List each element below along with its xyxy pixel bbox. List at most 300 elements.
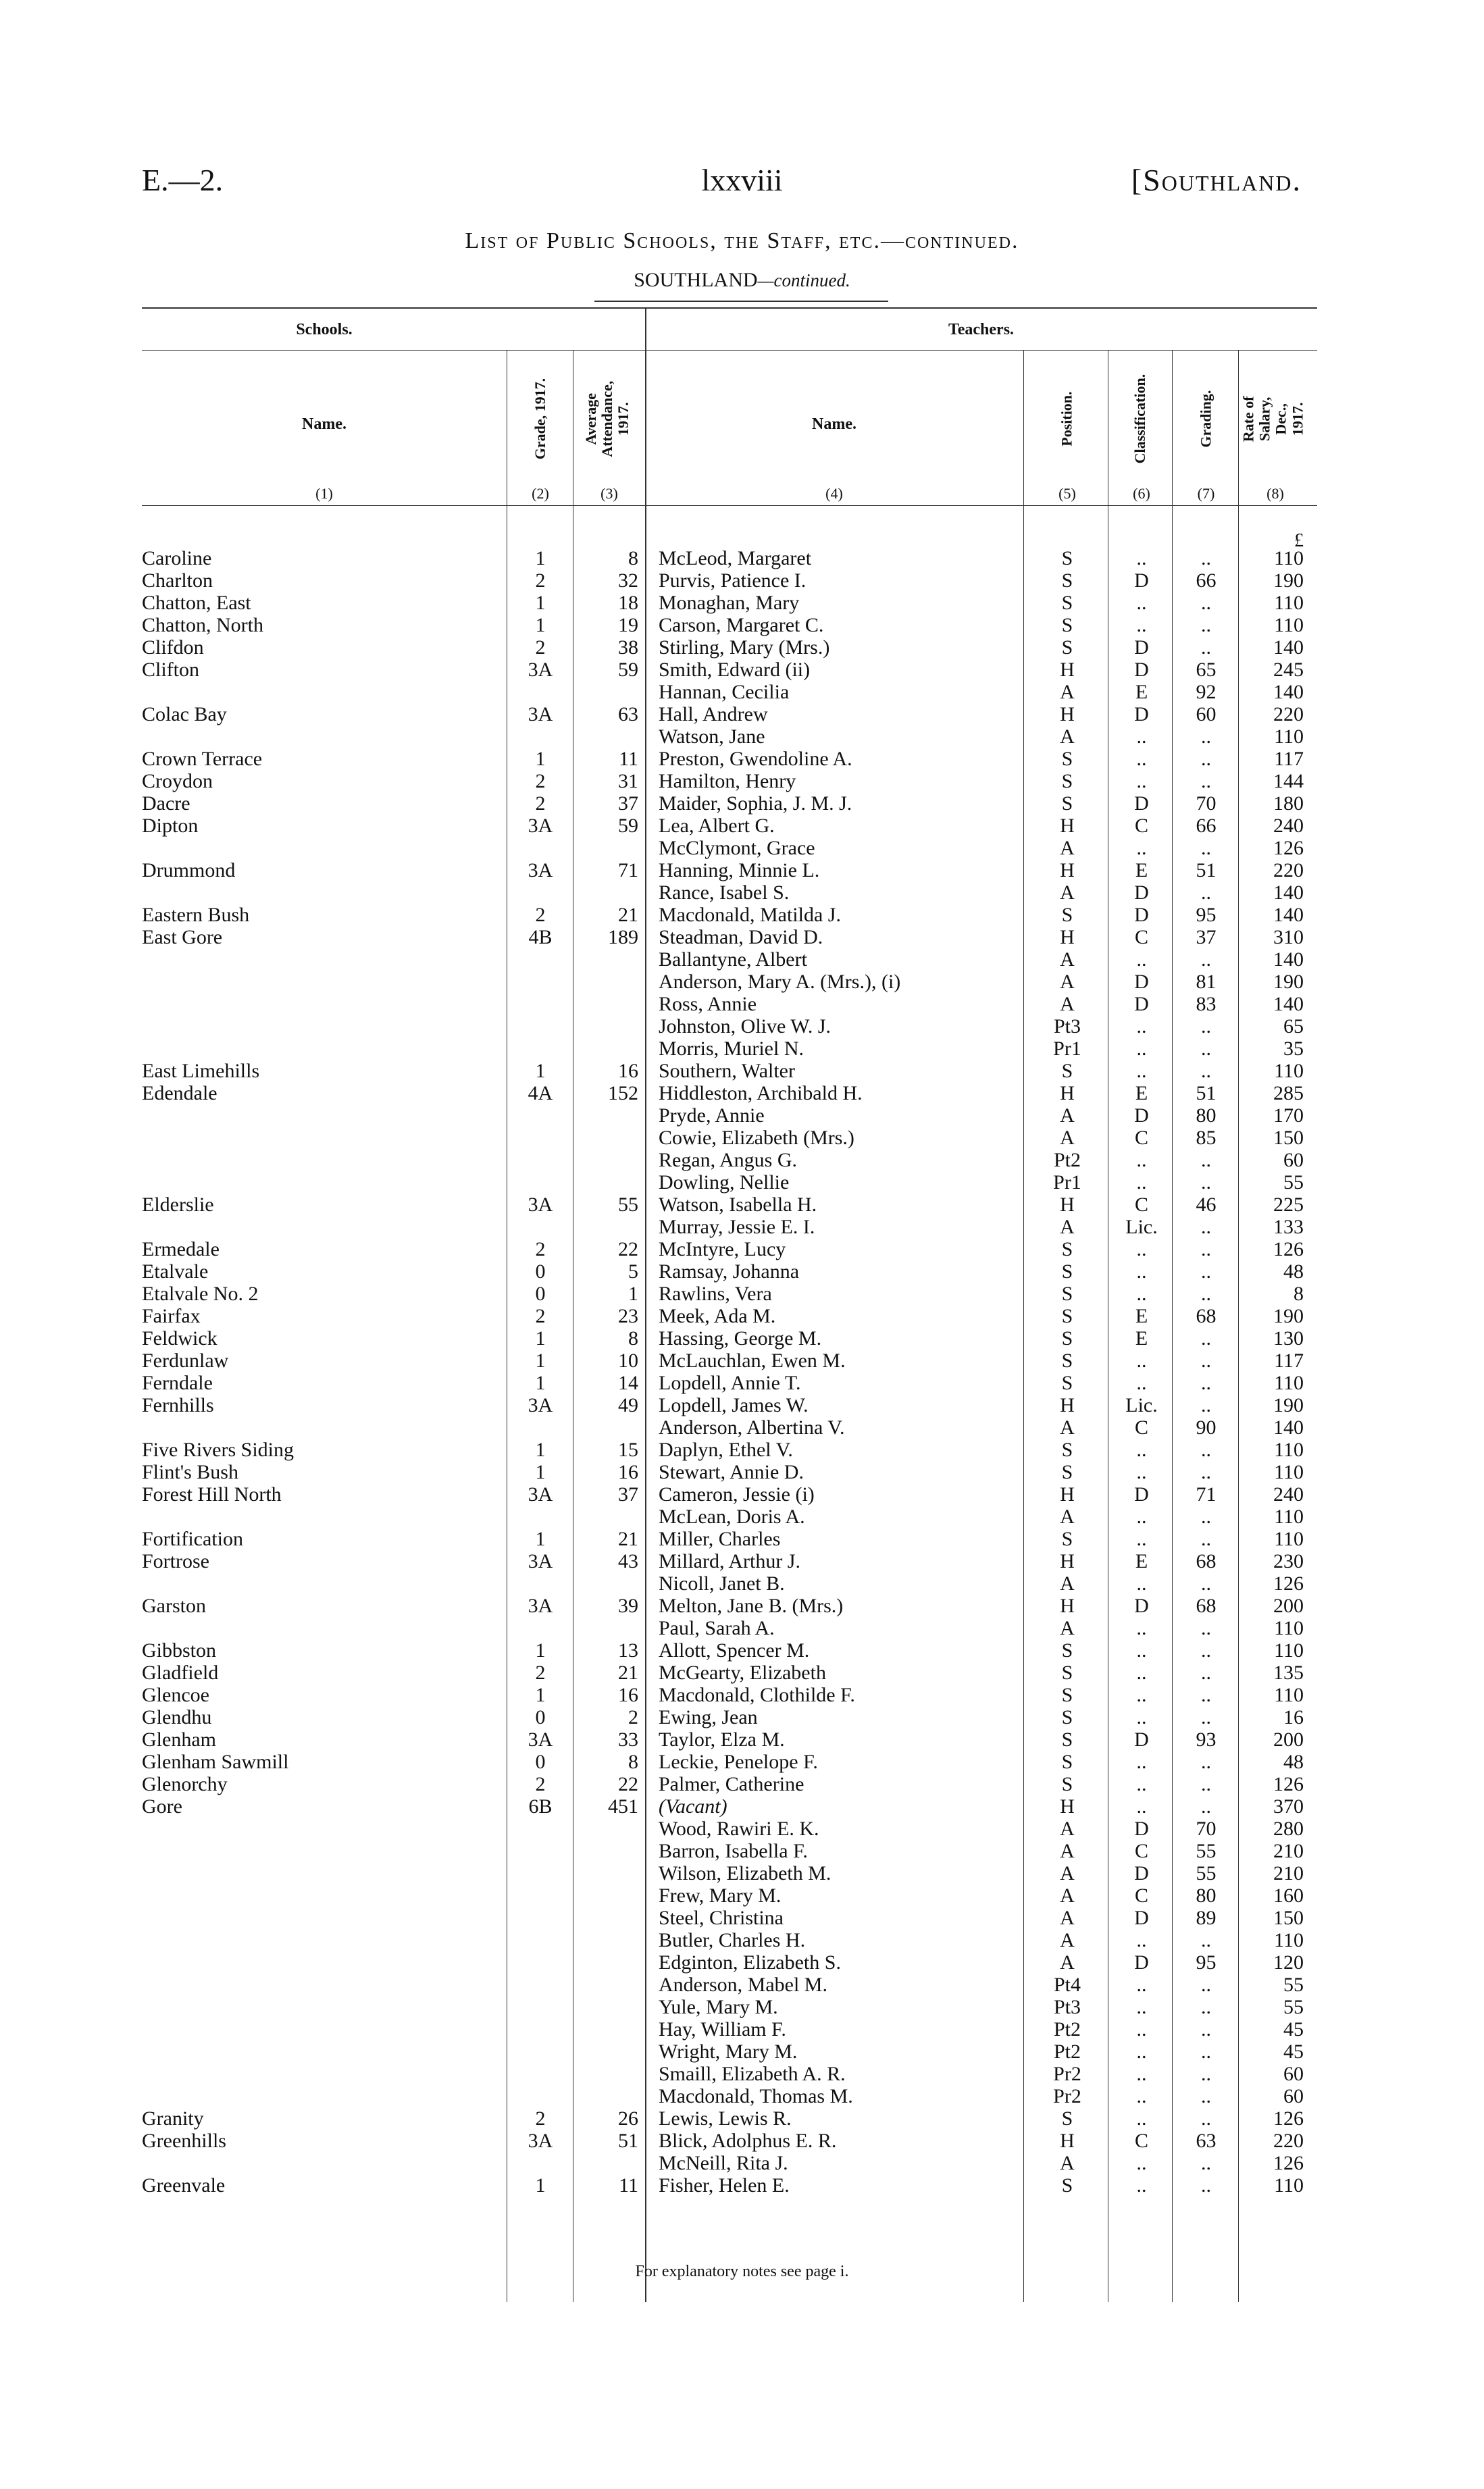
cell-position: A [1060,725,1075,748]
cell-teacher-name: Miller, Charles [659,1528,781,1550]
cell-attendance: 8 [628,1327,638,1350]
cell-classification: .. [1136,725,1147,748]
cell-teacher-name: Hay, William F. [659,2018,786,2041]
cell-grading: 51 [1196,1082,1217,1104]
cell-teacher-name: Blick, Adolphus E. R. [659,2130,837,2152]
cell-salary: 110 [1274,1060,1304,1082]
cell-attendance: 59 [618,659,638,681]
subtitle-main: SOUTHLAND [634,269,758,291]
cell-teacher-name: Palmer, Catherine [659,1773,804,1795]
cell-salary: 117 [1274,748,1304,770]
cell-classification: .. [1136,837,1147,859]
col-number: (2) [532,485,549,502]
group-schools: Schools. [296,321,353,338]
cell-attendance: 10 [618,1350,638,1372]
cell-teacher-name: McNeill, Rita J. [659,2152,788,2174]
cell-attendance: 31 [618,770,638,792]
table-row [0,2041,1484,2063]
cell-classification: .. [1136,1439,1147,1461]
cell-grading: .. [1201,2107,1211,2130]
cell-school-name: Drummond [142,859,236,881]
table-row [0,792,1484,815]
cell-grade: 3A [528,1194,553,1216]
cell-salary: 126 [1273,1238,1304,1260]
cell-position: A [1060,1127,1075,1149]
cell-classification: D [1134,1728,1149,1751]
cell-teacher-name: Hamilton, Henry [659,770,796,792]
cell-grade: 1 [535,2174,546,2197]
cell-teacher-name: Hall, Andrew [659,703,768,725]
cell-grading: .. [1201,1216,1211,1238]
cell-attendance: 51 [618,2130,638,2152]
cell-grading: .. [1201,1684,1211,1706]
cell-position: S [1061,1305,1073,1327]
cell-attendance: 38 [618,636,638,659]
cell-salary: 110 [1274,1528,1304,1550]
table-row [0,1194,1484,1216]
cell-grade: 2 [535,1662,546,1684]
col-number: (7) [1197,485,1215,502]
cell-teacher-name: Barron, Isabella F. [659,1840,808,1862]
cell-classification: D [1134,1862,1149,1884]
cell-grade: 2 [535,636,546,659]
cell-teacher-name: Cowie, Elizabeth (Mrs.) [659,1127,854,1149]
cell-grading: .. [1201,1238,1211,1260]
table-row [0,1260,1484,1283]
cell-grade: 1 [535,547,546,569]
cell-position: A [1060,971,1075,993]
cell-salary: 144 [1273,770,1304,792]
cell-classification: D [1134,659,1149,681]
cell-classification: D [1134,904,1149,926]
cell-grading: 37 [1196,926,1217,948]
table-row [0,2130,1484,2152]
cell-teacher-name: Allott, Spencer M. [659,1639,810,1662]
cell-school-name: Colac Bay [142,703,227,725]
cell-teacher-name: Leckie, Penelope F. [659,1751,818,1773]
table-row [0,1862,1484,1884]
table-row [0,1818,1484,1840]
cell-classification: C [1134,2130,1148,2152]
cell-classification: .. [1136,614,1147,636]
cell-school-name: Gibbston [142,1639,217,1662]
table-row [0,592,1484,614]
cell-grading: 85 [1196,1127,1217,1149]
cell-classification: C [1134,1416,1148,1439]
cell-classification: D [1134,1104,1149,1127]
cell-attendance: 32 [618,569,638,592]
cell-salary: 140 [1273,681,1304,703]
cell-position: H [1060,659,1075,681]
cell-position: A [1060,1572,1075,1595]
cell-salary: 60 [1283,2063,1304,2085]
cell-grading: 46 [1196,1194,1217,1216]
cell-attendance: 63 [618,703,638,725]
cell-attendance: 14 [618,1372,638,1394]
cell-classification: E [1135,1550,1148,1572]
cell-classification: D [1134,1951,1149,1974]
cell-teacher-name: Stewart, Annie D. [659,1461,804,1483]
table-row [0,1171,1484,1194]
cell-grading: 89 [1196,1907,1217,1929]
cell-teacher-name: Ross, Annie [659,993,757,1015]
cell-position: Pt3 [1053,1015,1081,1037]
cell-salary: 110 [1274,1639,1304,1662]
table-row [0,659,1484,681]
cell-salary: 285 [1273,1082,1304,1104]
cell-grading: 92 [1196,681,1217,703]
cell-grading: 70 [1196,1818,1217,1840]
cell-position: H [1060,1595,1075,1617]
cell-salary: 225 [1273,1194,1304,1216]
col-grade: Grade, 1917. [531,378,548,460]
cell-grade: 3A [528,815,553,837]
cell-teacher-name: Rance, Isabel S. [659,881,790,904]
cell-teacher-name: Purvis, Patience I. [659,569,807,592]
col-salary: Rate of Salary, Dec., 1917. [1239,396,1306,442]
cell-salary: 130 [1273,1327,1304,1350]
cell-school-name: Fortrose [142,1550,209,1572]
cell-grading: .. [1201,1461,1211,1483]
cell-grading: .. [1201,2174,1211,2197]
table-row [0,681,1484,703]
cell-teacher-name: Lopdell, James W. [659,1394,809,1416]
cell-classification: .. [1136,1662,1147,1684]
table-row [0,1795,1484,1818]
cell-grade: 3A [528,1595,553,1617]
page-subtitle [0,269,1484,292]
page-number: lxxviii [701,163,783,197]
cell-position: H [1060,703,1075,725]
cell-position: Pt4 [1053,1974,1081,1996]
cell-grade: 1 [535,1372,546,1394]
table-row [0,2018,1484,2041]
cell-salary: 110 [1274,1461,1304,1483]
cell-position: Pr2 [1053,2063,1081,2085]
col-number: (6) [1133,485,1150,502]
cell-grading: 95 [1196,1951,1217,1974]
cell-classification: E [1135,859,1148,881]
cell-salary: 280 [1273,1818,1304,1840]
cell-salary: 135 [1273,1662,1304,1684]
cell-salary: 210 [1273,1862,1304,1884]
cell-classification: .. [1136,1996,1147,2018]
cell-school-name: Garston [142,1595,206,1617]
table-row [0,2174,1484,2197]
cell-position: S [1061,748,1073,770]
cell-grading: 90 [1196,1416,1217,1439]
cell-salary: 110 [1274,1372,1304,1394]
cell-classification: .. [1136,1149,1147,1171]
table-top-rule [142,307,1317,309]
cell-grading: 51 [1196,859,1217,881]
cell-teacher-name: Lopdell, Annie T. [659,1372,801,1394]
cell-salary: 16 [1283,1706,1304,1728]
table-row [0,614,1484,636]
cell-teacher-name: Cameron, Jessie (i) [659,1483,815,1506]
cell-attendance: 13 [618,1639,638,1662]
cell-teacher-name: Lea, Albert G. [659,815,775,837]
cell-grade: 1 [535,614,546,636]
table-row [0,703,1484,725]
cell-teacher-name: Macdonald, Thomas M. [659,2085,853,2107]
cell-teacher-name: Wilson, Elizabeth M. [659,1862,831,1884]
cell-attendance: 16 [618,1684,638,1706]
cell-grading: .. [1201,725,1211,748]
cell-salary: 200 [1273,1595,1304,1617]
col-position: Position. [1058,391,1075,446]
cell-position: Pr1 [1053,1037,1081,1060]
cell-classification: D [1134,993,1149,1015]
cell-school-name: Glenham Sawmill [142,1751,289,1773]
cell-grading: .. [1201,2063,1211,2085]
cell-position: S [1061,1773,1073,1795]
cell-classification: .. [1136,1015,1147,1037]
cell-grading: .. [1201,592,1211,614]
table-row [0,1662,1484,1684]
cell-grading: .. [1201,1572,1211,1595]
cell-school-name: Clifdon [142,636,204,659]
cell-grade: 0 [535,1283,546,1305]
cell-classification: C [1134,1194,1148,1216]
cell-grading: .. [1201,1974,1211,1996]
cell-school-name: Ferndale [142,1372,213,1394]
table-row [0,1127,1484,1149]
col-number: (5) [1058,485,1076,502]
cell-school-name: Gladfield [142,1662,219,1684]
cell-position: H [1060,1795,1075,1818]
cell-classification: D [1134,1483,1149,1506]
cell-attendance: 33 [618,1728,638,1751]
cell-salary: 110 [1274,1617,1304,1639]
table-row [0,547,1484,569]
col-school-name: Name. [302,415,347,433]
cell-grade: 3A [528,659,553,681]
table-row [0,1773,1484,1795]
cell-classification: C [1134,1884,1148,1907]
table-row [0,948,1484,971]
cell-teacher-name: McLean, Doris A. [659,1506,805,1528]
cell-position: H [1060,926,1075,948]
cell-classification: .. [1136,1037,1147,1060]
cell-attendance: 5 [628,1260,638,1283]
cell-position: Pt2 [1053,2018,1081,2041]
cell-classification: .. [1136,547,1147,569]
table-row [0,859,1484,881]
cell-classification: Lic. [1125,1216,1158,1238]
cell-school-name: Ermedale [142,1238,220,1260]
cell-position: A [1060,837,1075,859]
cell-grading: 95 [1196,904,1217,926]
subtitle-suffix: —continued. [757,270,850,290]
cell-position: A [1060,1862,1075,1884]
cell-position: S [1061,614,1073,636]
cell-salary: 65 [1283,1015,1304,1037]
col-teacher-name: Name. [812,415,856,433]
cell-salary: 220 [1273,859,1304,881]
table-row [0,1461,1484,1483]
cell-grading: .. [1201,1528,1211,1550]
table-row [0,1104,1484,1127]
cell-position: A [1060,948,1075,971]
cell-grading: .. [1201,881,1211,904]
cell-attendance: 43 [618,1550,638,1572]
cell-school-name: Dipton [142,815,199,837]
cell-position: S [1061,770,1073,792]
cell-grade: 0 [535,1751,546,1773]
cell-grading: .. [1201,1394,1211,1416]
cell-position: H [1060,1082,1075,1104]
cell-school-name: Forest Hill North [142,1483,282,1506]
cell-salary: 110 [1274,1439,1304,1461]
cell-salary: 117 [1274,1350,1304,1372]
col-number: (4) [825,485,843,502]
cell-attendance: 21 [618,904,638,926]
cell-grade: 1 [535,1439,546,1461]
cell-classification: .. [1136,1060,1147,1082]
table-row [0,1060,1484,1082]
table-row [0,1617,1484,1639]
cell-grading: .. [1201,2085,1211,2107]
cell-grade: 3A [528,2130,553,2152]
cell-grading: 93 [1196,1728,1217,1751]
cell-position: S [1061,1639,1073,1662]
cell-salary: 160 [1273,1884,1304,1907]
cell-salary: 190 [1273,1394,1304,1416]
cell-classification: D [1134,636,1149,659]
cell-salary: 370 [1273,1795,1304,1818]
cell-grade: 3A [528,859,553,881]
cell-classification: E [1135,681,1148,703]
cell-teacher-name: Anderson, Albertina V. [659,1416,845,1439]
cell-classification: D [1134,792,1149,815]
cell-classification: D [1134,1818,1149,1840]
cell-position: A [1060,1416,1075,1439]
cell-salary: 55 [1283,1996,1304,2018]
cell-salary: 210 [1273,1840,1304,1862]
cell-classification: .. [1136,2107,1147,2130]
cell-grade: 2 [535,792,546,815]
cell-attendance: 55 [618,1194,638,1216]
cell-grade: 2 [535,904,546,926]
cell-classification: .. [1136,748,1147,770]
table-row [0,2152,1484,2174]
cell-grading: .. [1201,1996,1211,2018]
table-row [0,1305,1484,1327]
cell-grading: .. [1201,1327,1211,1350]
cell-grading: 83 [1196,993,1217,1015]
cell-classification: .. [1136,770,1147,792]
cell-grading: .. [1201,1706,1211,1728]
cell-attendance: 11 [619,2174,638,2197]
table-row [0,1639,1484,1662]
cell-salary: 8 [1294,1283,1304,1305]
cell-position: S [1061,1706,1073,1728]
region-header: [Southland. [1131,163,1302,197]
table-row [0,971,1484,993]
cell-salary: 126 [1273,837,1304,859]
table-row [0,1483,1484,1506]
cell-teacher-name: Ewing, Jean [659,1706,758,1728]
col-number: (3) [600,485,618,502]
cell-teacher-name: Hiddleston, Archibald H. [659,1082,863,1104]
table-row [0,1015,1484,1037]
cell-teacher-name: Macdonald, Matilda J. [659,904,841,926]
table-row [0,1082,1484,1104]
cell-grading: 80 [1196,1884,1217,1907]
cell-position: S [1061,569,1073,592]
cell-classification: .. [1136,1260,1147,1283]
cell-position: A [1060,1506,1075,1528]
cell-salary: 245 [1273,659,1304,681]
cell-salary: 170 [1273,1104,1304,1127]
cell-classification: D [1134,881,1149,904]
cell-position: S [1061,1060,1073,1082]
cell-position: H [1060,2130,1075,2152]
cell-grading: .. [1201,2041,1211,2063]
cell-classification: C [1134,1840,1148,1862]
cell-classification: .. [1136,1929,1147,1951]
cell-salary: 35 [1283,1037,1304,1060]
cell-classification: E [1135,1082,1148,1104]
cell-position: A [1060,1840,1075,1862]
cell-grade: 2 [535,770,546,792]
cell-grade: 6B [528,1795,553,1818]
table-row [0,2107,1484,2130]
cell-school-name: Fernhills [142,1394,214,1416]
cell-salary: 48 [1283,1751,1304,1773]
cell-attendance: 16 [618,1461,638,1483]
cell-position: S [1061,547,1073,569]
cell-classification: .. [1136,1617,1147,1639]
cell-teacher-name: Carson, Margaret C. [659,614,824,636]
cell-school-name: Ferdunlaw [142,1350,229,1372]
cell-grading: .. [1201,1015,1211,1037]
cell-classification: E [1135,1305,1148,1327]
cell-position: S [1061,636,1073,659]
table-row [0,815,1484,837]
cell-grading: .. [1201,1260,1211,1283]
cell-position: S [1061,592,1073,614]
table-row [0,1372,1484,1394]
table-row [0,1840,1484,1862]
cell-grading: .. [1201,1662,1211,1684]
cell-teacher-name: Macdonald, Clothilde F. [659,1684,855,1706]
cell-attendance: 23 [618,1305,638,1327]
cell-grade: 1 [535,1350,546,1372]
cell-grading: 71 [1196,1483,1217,1506]
cell-salary: 190 [1273,1305,1304,1327]
cell-grade: 1 [535,1461,546,1483]
cell-salary: 110 [1274,1506,1304,1528]
staff-table-body [0,547,1484,2197]
table-row [0,748,1484,770]
cell-attendance: 71 [618,859,638,881]
cell-school-name: Glenorchy [142,1773,228,1795]
cell-teacher-name: Southern, Walter [659,1060,795,1082]
cell-grade: 4A [528,1082,553,1104]
cell-teacher-name: Wood, Rawiri E. K. [659,1818,819,1840]
cell-position: A [1060,1617,1075,1639]
cell-school-name: Etalvale [142,1260,209,1283]
table-row [0,725,1484,748]
cell-grade: 3A [528,1394,553,1416]
cell-attendance: 8 [628,547,638,569]
cell-grade: 1 [535,1060,546,1082]
cell-position: S [1061,1439,1073,1461]
cell-grading: 68 [1196,1550,1217,1572]
table-row [0,1751,1484,1773]
